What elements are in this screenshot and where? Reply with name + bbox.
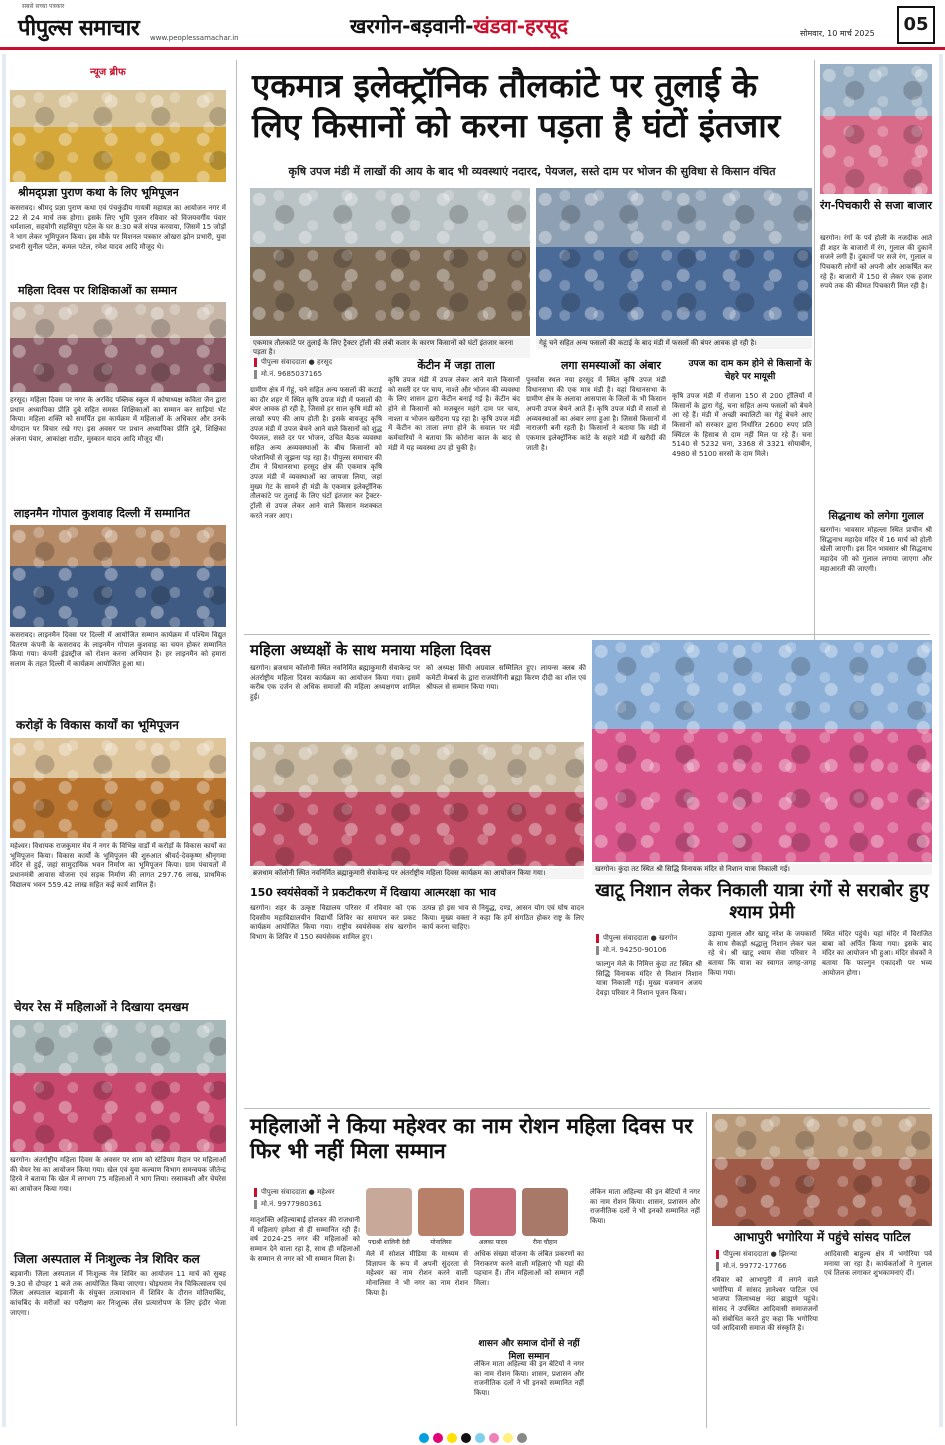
newspaper-logo: पीपुल्स समाचार xyxy=(18,16,140,41)
brief-5-headline: चेयर रेस में महिलाओं ने दिखाया दमखम xyxy=(14,1000,189,1014)
teachers-honour-photo xyxy=(10,302,226,392)
grain-trolley-caption: गेहूं चने सहित अन्य फसलों की कटाई के बाद मंडी में फसलों की बंपर आवक हो रही है। xyxy=(536,338,812,349)
brief-3-headline: लाइनमैन गोपाल कुशवाह दिल्ली में सम्मानित xyxy=(14,507,190,520)
mahila-day-body-2: को अध्यक्ष सिंधी अग्रवाल सम्मिलित हुए। लायन्स क्लब की कमेटी मेम्बर्स के द्वारा राजयोगिनी ब्रह्मा किरण दीदी का शॉल एवं श्रीफल से सम्मान किया गया। xyxy=(426,664,586,692)
siddhnath-body: खरगोन। भावसार मोहल्ला स्थित प्राचीन श्री सिद्धनाथ महादेव मंदिर में 16 मार्च को होली खेली जाएगी। इस दिन भावसार श्री सिद्धनाथ महादेव जी को गुलाल लगाया जाएगा और महाआरती की जाएगी। xyxy=(820,526,932,573)
regions-highlight: खंडवा-हरसूद xyxy=(473,14,568,38)
publish-date: सोमवार, 10 मार्च 2025 xyxy=(800,29,875,38)
lineman-honour-photo xyxy=(10,525,226,627)
maheshwar-body-4: लेकिन माता अहिल्या की इन बेटियों ने नगर का नाम रोशन किया। शासन, प्रशासन और राजनीतिक दलों ने भी इनको सम्मानित नहीं किया। xyxy=(590,1188,700,1225)
brief-1-body: कसरावद। श्रीमद् प्रज्ञा पुराण कथा एवं पंचकुंडीय गायत्री महायज्ञ का आयोजन नगर में 22 से 24 मार्च तक होगा। इसके लिए भूमि पूजन रविवार को विजयवर्गीय पंवार धर्मशाला, सहयोगी सहसियुग पटेल के घर 8:30 बजे संपन्न करवाया, जिसमें 15 जोड़ों ने भाग लेकर भूमिपूजन किया। इस मौके पर मिशनल पत्रकार ओखरा झोन प्रभारी, युवा प्रभारी सुनील पटेल, कमल पटेल, रमेश यादव आदि मौजूद थे। xyxy=(10,204,226,251)
brief-4-headline: करोड़ों के विकास कार्यों का भूमिपूजन xyxy=(16,718,179,732)
aabhapuri-mobile: मो.नं. 99772-17766 xyxy=(716,1262,787,1271)
person-photo-4 xyxy=(522,1188,568,1236)
news-brief-header xyxy=(10,60,226,82)
khatu-byline: पीपुल्स संवाददाता ● खरगोन xyxy=(596,934,677,943)
regions-plain: खरगोन-बड़वानी- xyxy=(350,14,474,38)
page-number: 05 xyxy=(897,6,935,44)
mahila-day-headline: महिला अध्यक्षों के साथ मनाया महिला दिवस xyxy=(250,641,491,659)
maheshwar-headline: महिलाओं ने किया महेश्वर का नाम रोशन महिला दिवस पर फिर भी नहीं मिला सम्मान xyxy=(250,1114,693,1164)
aabhapuri-body-1: रविवार को आभापुरी में लगने वाले भगोरिया में सांसद ज्ञानेश्वर पाटिल एवं भाजपा जिलाध्यक्ष नंदा ब्राह्मणे पहुंचे। सांसद ने उपस्थित आदिवासी समाजजनों को संबोधित करते हुए कहा कि भगोरिया पर्व आदिवासी समाज की संस्कृति है। xyxy=(712,1276,818,1333)
right-column-divider xyxy=(814,60,815,660)
price-subhead: उपज का दाम कम होने से किसानों के चेहरे पर मायूसी xyxy=(688,359,812,382)
swayamsevak-body: खरगोन। शहर के उत्कृष्ट विद्यालय परिसर में रविवार को एक दिवसीय महाविद्यालयीन विद्यार्थी शिविर का समापन कर प्रकट कार्यक्रम आयोजित किया गया। राष्ट्रीय स्वयंसेवक संघ खरगोन विभाग के शिविर में 150 स्वयंसेवक शामिल हुए। xyxy=(250,904,416,941)
left-margin-bar xyxy=(2,54,6,1427)
lead-body-col3: पुनर्वास स्थल नया हरसूद में स्थित कृषि उपज मंडी विधानसभा की एक मात्र मंडी है। यहां विधानसभा के ग्रामीण क्षेत्र के अलावा आसपास के जिलों के भी किसान अपनी उपज बेचने आते हैं। कृषि उपज मंडी में सालों से अव्यवस्थाओं का अंबार लगा हुआ है। जिससे किसानों में नाराजगी बनी रहती है। किसानों ने बताया कि मंडी में एकमात्र इलेक्ट्रॉनिक कांटे के सहारे मंडी में खरीदी की जाती है। xyxy=(526,376,666,452)
masthead xyxy=(0,0,945,50)
swayamsevak-body-2: उत्पन्न हो इस भाव से नियुद्ध, दण्ड, आसन योग एवं घोष वादन किया। मुख्य वक्ता ने कहा कि हमें संगठित होकर राष्ट्र के लिए कार्य करना चाहिए। xyxy=(422,904,584,932)
brief-5-body: खरगोन। अंतर्राष्ट्रीय महिला दिवस के अवसर पर शाम को स्टेडियम मैदान पर महिलाओं की चेयर रेस का आयोजन किया गया। खेल एवं युवा कल्याण विभाग समन्वयक जीतेन्द्र हिरवे ने बताया कि खेल में लगभग 75 महिलाओं ने भाग लिया। रस्साकशी और चेयरेस का आयोजन किया गया। xyxy=(10,1156,226,1193)
brief-3-body: कसरावद। लाइनमैन दिवस पर दिल्ली में आयोजित सम्मान कार्यक्रम में पश्चिम विद्युत वितरण कंपनी के कसरावद के लाइनमैन गोपाल कुशवाह का चयन होकर सम्मानित किया गया। कंपनी इंडस्ट्रीज को रोशन करना अभियान है। हर लाइनमैन को हमारा सलाम के तहत दिल्ली में कार्यक्रम आयोजित हुआ था। xyxy=(10,631,226,668)
section-divider-2 xyxy=(244,1108,930,1109)
website-url[interactable]: www.peoplessamachar.in xyxy=(150,34,239,42)
problems-subhead: लगा समस्याओं का अंबार xyxy=(560,359,662,372)
person-label-1: पद्मश्री शालिनी देवी xyxy=(368,1239,410,1246)
maheshwar-body-3: अधिक संख्या योजना के लंबित प्रकरणों का निराकरण करने वाली महिलाएं भी यहां की पहचान हैं। तीन महिलाओं को सम्मान नहीं मिला। xyxy=(474,1250,584,1287)
person-label-2: मोनालिसा xyxy=(430,1239,452,1246)
lead-subheadline: कृषि उपज मंडी में लाखों की आय के बाद भी व्यवस्थाएं नदारद, पेयजल, सस्ते दाम पर भोजन की सुविधा से किसान वंचित xyxy=(288,165,776,178)
lead-mobile: मो.नं. 9685037165 xyxy=(254,370,322,379)
section-divider-1 xyxy=(244,634,930,635)
khatu-caption: खरगोन। कुंदा तट स्थित श्री सिद्धि विनायक मंदिर से निशान यात्रा निकाली गई। xyxy=(592,864,932,875)
bottom-right-divider xyxy=(706,1112,707,1428)
holi-market-body: खरगोन। रंगों के पर्व होली के नजदीक आते ही शहर के बाजारों में रंग, गुलाल की दुकानें सजने लगी हैं। दुकानों पर सजे रंग, गुलाल व पिचकारी लोगों को अपनी ओर आकर्षित कर रहे हैं। बाजारों में 150 से लेकर एक हजार रुपये तक की कीमत पिचकारी मिल रही है। xyxy=(820,234,932,291)
aabhapuri-body-2: आदिवासी बाहुल्य क्षेत्र में भगोरिया पर्व मनाया जा रहा है। कार्यकर्ताओं ने गुलाल एवं तिलक लगाकर शुभकामनाएं दीं। xyxy=(824,1250,932,1278)
person-photo-3 xyxy=(470,1188,516,1236)
brief-6-headline: जिला अस्पताल में निःशुल्क नेत्र शिविर कल xyxy=(14,1252,200,1266)
canteen-subhead: केंटीन में जड़ा ताला xyxy=(417,359,495,372)
lead-body-col4: कृषि उपज मंडी में रोजाना 150 से 200 ट्रॉलियों में किसानों के द्वारा गेहूं, चना सहित अन्य फसलों को बेचने आ रहे हैं। मंडी में अच्छी क्वालिटी का गेहूं बेचने आए किसानों को सरकार द्वारा निर्धारित 2600 रुपए प्रति क्विंटल के हिसाब से दाम नहीं मिल पा रहे हैं। चना 5140 से 5232 चना, 3368 से 3321 सोयाबीन, 4980 से 5100 सरसों के दाम मिले। xyxy=(672,392,812,458)
swayamsevak-headline: 150 स्वयंसेवकों ने प्रकटीकरण में दिखाया आत्मरक्षा का भाव xyxy=(250,886,496,899)
registration-color-bar xyxy=(0,1431,945,1445)
mahila-day-photo xyxy=(250,742,584,866)
lead-headline: एकमात्र इलेक्ट्रॉनिक तौलकांटे पर तुलाई के लिए किसानों को करना पड़ता है घंटों इंतजार xyxy=(252,66,781,146)
brief-4-body: महेश्वर। विधायक राजकुमार मेव ने नगर के विभिन्न वार्डों में करोड़ों के विकास कार्यों का भूमिपूजन किया। विकास कार्यों के भूमिपूजन की शुरुआत श्रीवर्द-देवकृष्ण श्रीनृगमा मंदिर से हुई, जहां सामुदायिक भवन निर्माण का भूमिपूजन किया। ग्राम पंचायतों में प्रधानमंत्री आवास योजना एवं सड़क निर्माण की लागत 297.76 लाख, प्राथमिक विद्यालय भवन 559.42 लाख सहित कई कार्य शामिल हैं। xyxy=(10,842,226,889)
person-label-3: अलका यादव xyxy=(478,1239,508,1246)
holi-market-caption: रंग-पिचकारी से सजा बाजार xyxy=(820,199,932,212)
edition-regions xyxy=(350,12,568,39)
brief-1-headline: श्रीमद्प्रज्ञा पुराण कथा के लिए भूमिपूजन xyxy=(18,186,179,199)
right-margin-bar xyxy=(939,54,943,1427)
lead-body-col2: कृषि उपज मंडी में उपज लेकर आने वाले किसानों को सस्ती दर पर चाय, नाश्ते और भोजन की व्यवस्था के लिए शासन द्वारा केंटीन बनाई गई है। केंटीन बंद होने से किसानों को मजबूरन महंगे दाम पर चाय, नाश्ता व भोजन खरीदना पड़ रहा है। कृषि उपज मंडी में केंटीन का ताला लगा होने के सवाल पर मंडी कर्मचारियों ने बताया कि कोरोना काल के बाद से मंडी में यह व्यवस्था ठप हो चुकी है। xyxy=(388,376,520,452)
maheshwar-mobile: मो.नं. 9977980361 xyxy=(254,1200,322,1209)
lead-body-col1: ग्रामीण क्षेत्र में गेहूं, चने सहित अन्य फसलों की कटाई का दौर शहर में स्थित कृषि उपज मंडी में फसलों की बंपर आवक हो रही है, जिससे हर साल कृषि मंडी को लाखों रुपए की आय होती है। इसके बावजूद कृषि उपज मंडी में उपज बेचने आने वाले किसानों को शुद्ध पेयजल, सस्ते दर पर भोजन, उचित बैठक व्यवस्था सहित अन्य अव्यवस्थाओं के बीच किसानों को परेशानियों से जूझना पड़ रहा है। पीपुल्स समाचार की टीम ने विधानसभा हरसूद क्षेत्र की एकमात्र कृषि उपज मंडी में व्यवस्थाओं का जायजा लिया, जहां मुख्य गेट के सामने ही मंडी के एकमात्र इलेक्ट्रॉनिक तौलकांटे पर तुलाई के लिए घंटों इंतजार कर ट्रैक्टर-ट्रॉली से उपज लेकर आने वाले किसान मशक्कत करते नजर आए। xyxy=(250,386,382,520)
khatu-yatra-photo xyxy=(592,640,932,862)
brief-6-body: बड़वानी। जिला अस्पताल में निःशुल्क नेत्र शिविर का आयोजन 11 मार्च को सुबह 9.30 से दोपहर 1 बजे तक आयोजित किया जाएगा। चोइथराम नेत्र चिकित्सालय एवं जिला अस्पताल बड़वानी के संयुक्त तत्वावधान में शिविर के दौरान मोतियाबिंद, कांचबिंद के मरीजों का परीक्षण कर निःशुल्क लेंस प्रत्यारोपण के लिए इंदौर भेजा जाएगा। xyxy=(10,1270,226,1317)
maheshwar-body-2: मेले में सोशल मीडिया के माध्यम से विज्ञापन के रूप में अपनी सुंदरता से महेश्वर का नाम रोशन करने वाली मोनालिसा ने भी नगर का नाम रोशन किया है। xyxy=(366,1250,468,1297)
bhagoria-photo xyxy=(712,1114,932,1226)
brief-2-body: हरसूद। महिला दिवस पर नगर के अरविंद पब्लिक स्कूल में कोषाध्यक्ष कविता जैन द्वारा प्रधान अध्यापिका प्रीति दुबे सहित समस्त शिक्षिकाओं का सम्मान कर साड़ियां भेंट किया। महिला शक्ति को समर्पित इस कार्यक्रम में महिलाओं के अधिकार और उनके योगदान पर विचार रखे गए। इस अवसर पर प्रधान अध्यापिका प्रीति दुबे, शिक्षिका अंजना पंवार, आकांक्षा राठौर, मुस्कान यादव आदि मौजूद थीं। xyxy=(10,396,226,443)
maheshwar-body-3b: लेकिन माता अहिल्या की इन बेटियों ने नगर का नाम रोशन किया। शासन, प्रशासन और राजनीतिक दलों ने भी इनको सम्मानित नहीं किया। xyxy=(474,1360,584,1397)
khatu-headline: खाटू निशान लेकर निकाली यात्रा रंगों से सराबोर हुए श्याम प्रेमी xyxy=(595,880,929,923)
brief-2-headline: महिला दिवस पर शिक्षिकाओं का सम्मान xyxy=(18,284,177,297)
khatu-body-2: उड़ाया गुलाल और खाटू नरेश के जयकारों के साथ सैकड़ों श्रद्धालु निशान लेकर चल रहे थे। श्री खाटू श्याम सेवा परिवार ने बताया कि यात्रा का स्वागत जगह-जगह किया गया। xyxy=(708,930,816,977)
khatu-mobile: मो.नं. 94250-90106 xyxy=(596,946,667,955)
tractor-queue-caption: एकमात्र तौलकांटे पर तुलाई के लिए ट्रैक्टर ट्रॉली की लंबी कतार के कारण किसानों को घंटों इंतजार करना पड़ता है। xyxy=(250,338,530,358)
person-photo-2 xyxy=(418,1188,464,1236)
person-label-4: रीना चौहान xyxy=(532,1239,558,1246)
left-column-divider xyxy=(236,60,237,1426)
prajna-puran-photo xyxy=(10,90,226,182)
lead-byline: पीपुल्स संवाददाता ● हरसूद xyxy=(254,358,332,367)
aabhapuri-headline: आभापुरी भगोरिया में पहुंचे सांसद पाटिल xyxy=(733,1230,911,1244)
khatu-body-3: स्थित मंदिर पहुंचे। यहां मंदिर में विराजित बाबा को अर्पित किया गया। इसके बाद मंदिर का आयोजन भी हुआ। मंदिर सेवकों ने बताया कि फाल्गुन एकादशी पर भव्य आयोजन होगा। xyxy=(822,930,932,977)
tractor-queue-photo xyxy=(250,188,530,336)
person-photo-1 xyxy=(366,1188,412,1236)
mahila-day-caption: ब्रजधाम कॉलोनी स्थित नवनिर्मित ब्रह्माकुमारी सेवाकेन्द्र पर अंतर्राष्ट्रीय महिला दिवस कार्यक्रम का आयोजन किया गया। xyxy=(250,868,584,879)
siddhnath-subhead: सिद्धनाथ को लगेगा गुलाल xyxy=(828,511,924,522)
brand-tagline: सबसे सच्चा पत्रकार xyxy=(22,3,65,10)
bhoomipujan-photo xyxy=(10,738,226,838)
chair-race-photo xyxy=(10,1020,226,1152)
maheshwar-subhead: शासन और समाज दोनों से नहीं मिला सम्मान xyxy=(478,1339,580,1362)
khatu-body-1: फाल्गुन मेले के निमित्त कुंदा तट स्थित श्री सिद्धि विनायक मंदिर से निशान निशान यात्रा निकाली गई। मुख्य यजमान अजय देवड़ा परिवार ने निशान पूजन किया। xyxy=(596,960,702,997)
aabhapuri-byline: पीपुल्स संवाददाता ● झिरन्या xyxy=(716,1250,797,1259)
holi-market-photo xyxy=(820,64,932,194)
grain-trolley-photo xyxy=(536,188,812,336)
maheshwar-body-1: मातृशक्ति अहिल्याबाई होलकर की राजधानी में महिलाएं हमेशा से ही सम्मानित रही हैं। वर्ष 2024-25 नगर की महिलाओं को सम्मान देने वाला रहा है, साथ ही महिलाओं के सम्मान से नगर को भी सम्मान मिला है। xyxy=(250,1216,360,1263)
maheshwar-byline: पीपुल्स संवाददाता ● महेश्वर xyxy=(254,1188,335,1197)
mahila-day-body: खरगोन। ब्रजधाम कॉलोनी स्थित नवनिर्मित ब्रह्माकुमारी सेवाकेन्द्र पर अंतर्राष्ट्रीय महिला दिवस कार्यक्रम का आयोजन किया गया। इसमें करीब एक दर्जन से अधिक समाजों की महिला अध्यक्षगण शामिल हुईं। xyxy=(250,664,420,701)
news-brief-label: न्यूज ब्रीफ xyxy=(90,67,126,78)
